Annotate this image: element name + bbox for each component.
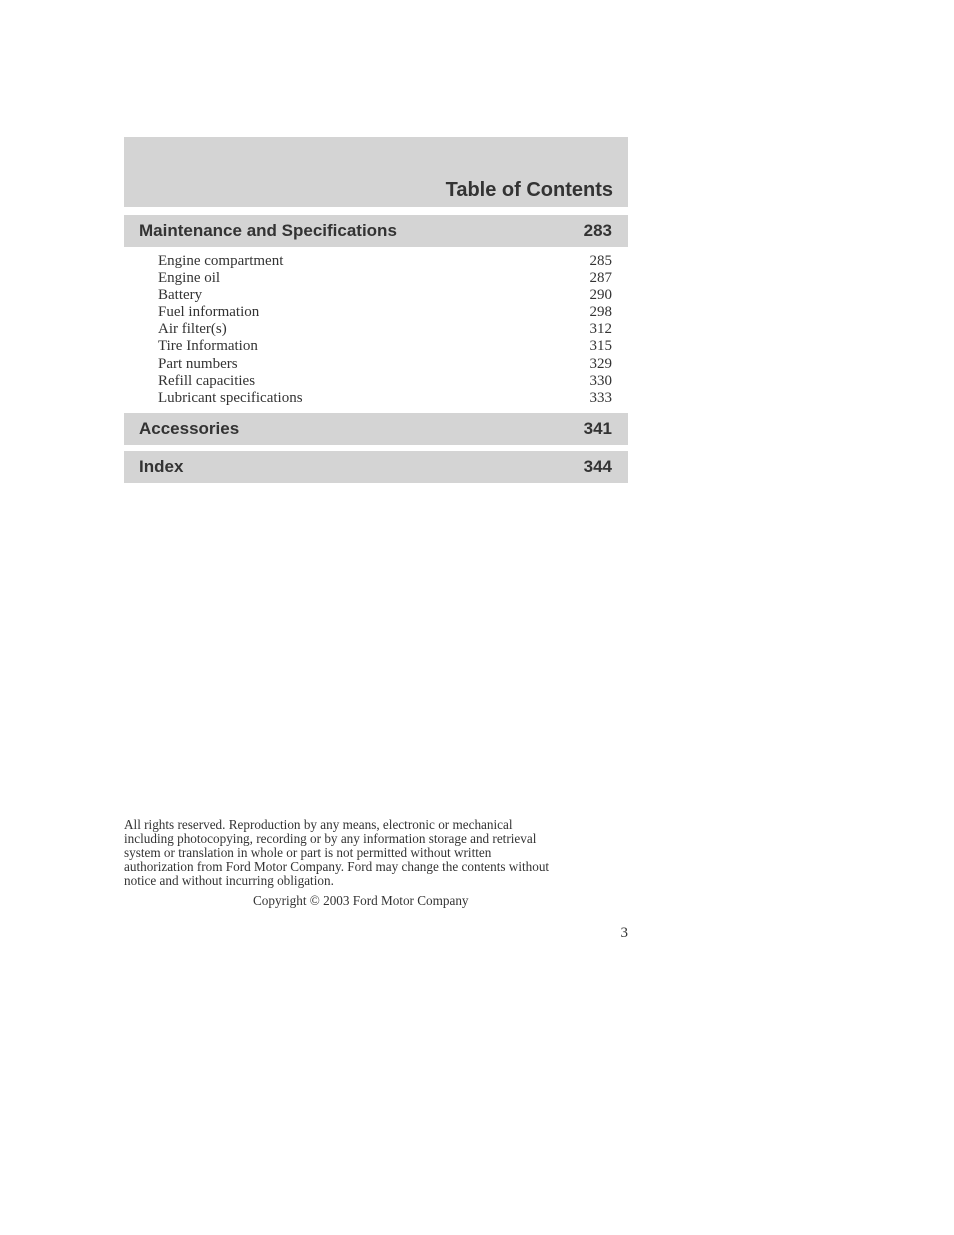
item-label: Lubricant specifications [158,389,303,406]
rights-text-line: All rights reserved. Reproduction by any means, electronic or mechanical [124,817,513,832]
item-label: Air filter(s) [158,321,227,338]
section-label: Accessories [139,418,240,438]
item-page: 330 [589,372,612,389]
table-of-contents [124,137,628,483]
section-label: Index [139,456,184,476]
rights-text-line: system or translation in whole or part is not permitted without written [124,845,492,860]
rights-text-line: authorization from Ford Motor Company. Ford may change the contents without [124,859,550,874]
item-page: 329 [589,355,612,372]
item-page: 285 [589,253,612,269]
toc-item-fuel-information[interactable] [158,304,612,321]
toc-item-battery[interactable] [158,287,612,304]
section-page: 344 [583,456,612,476]
section-page: 283 [583,221,612,240]
title-bar [124,137,628,207]
toc-item-refill-capacities[interactable] [158,373,612,390]
item-label: Part numbers [158,355,238,372]
page-number: 3 [620,925,628,941]
section-page: 341 [583,418,612,438]
section-label: Maintenance and Specifications [139,221,397,240]
item-page: 333 [589,389,612,406]
item-page: 290 [589,287,612,304]
toc-section-maintenance[interactable] [124,215,628,247]
page-title: Table of Contents [445,179,613,201]
item-page: 298 [589,304,612,321]
item-label: Fuel information [158,304,260,321]
item-label: Refill capacities [158,372,256,389]
item-label: Engine oil [158,270,221,287]
item-label: Battery [158,287,203,304]
toc-item-air-filters[interactable] [158,321,612,338]
rights-text-line: notice and without incurring obligation. [124,873,334,888]
item-page: 287 [589,270,612,287]
toc-item-part-numbers[interactable] [158,356,612,373]
rights-notice [124,818,628,908]
item-label: Tire Information [158,338,258,355]
toc-item-engine-oil[interactable] [158,270,612,287]
item-page: 315 [589,338,612,355]
toc-item-tire-information[interactable] [158,338,612,355]
toc-item-engine-compartment[interactable] [158,253,612,270]
toc-subsection-list [124,247,628,409]
toc-section-accessories[interactable] [124,413,628,445]
item-page: 312 [589,321,612,338]
item-label: Engine compartment [158,253,284,269]
copyright-line: Copyright © 2003 Ford Motor Company [253,893,469,908]
toc-item-lubricant-specifications[interactable] [158,390,612,407]
rights-text-line: including photocopying, recording or by any information storage and retrieval [124,831,537,846]
toc-section-index[interactable] [124,451,628,483]
